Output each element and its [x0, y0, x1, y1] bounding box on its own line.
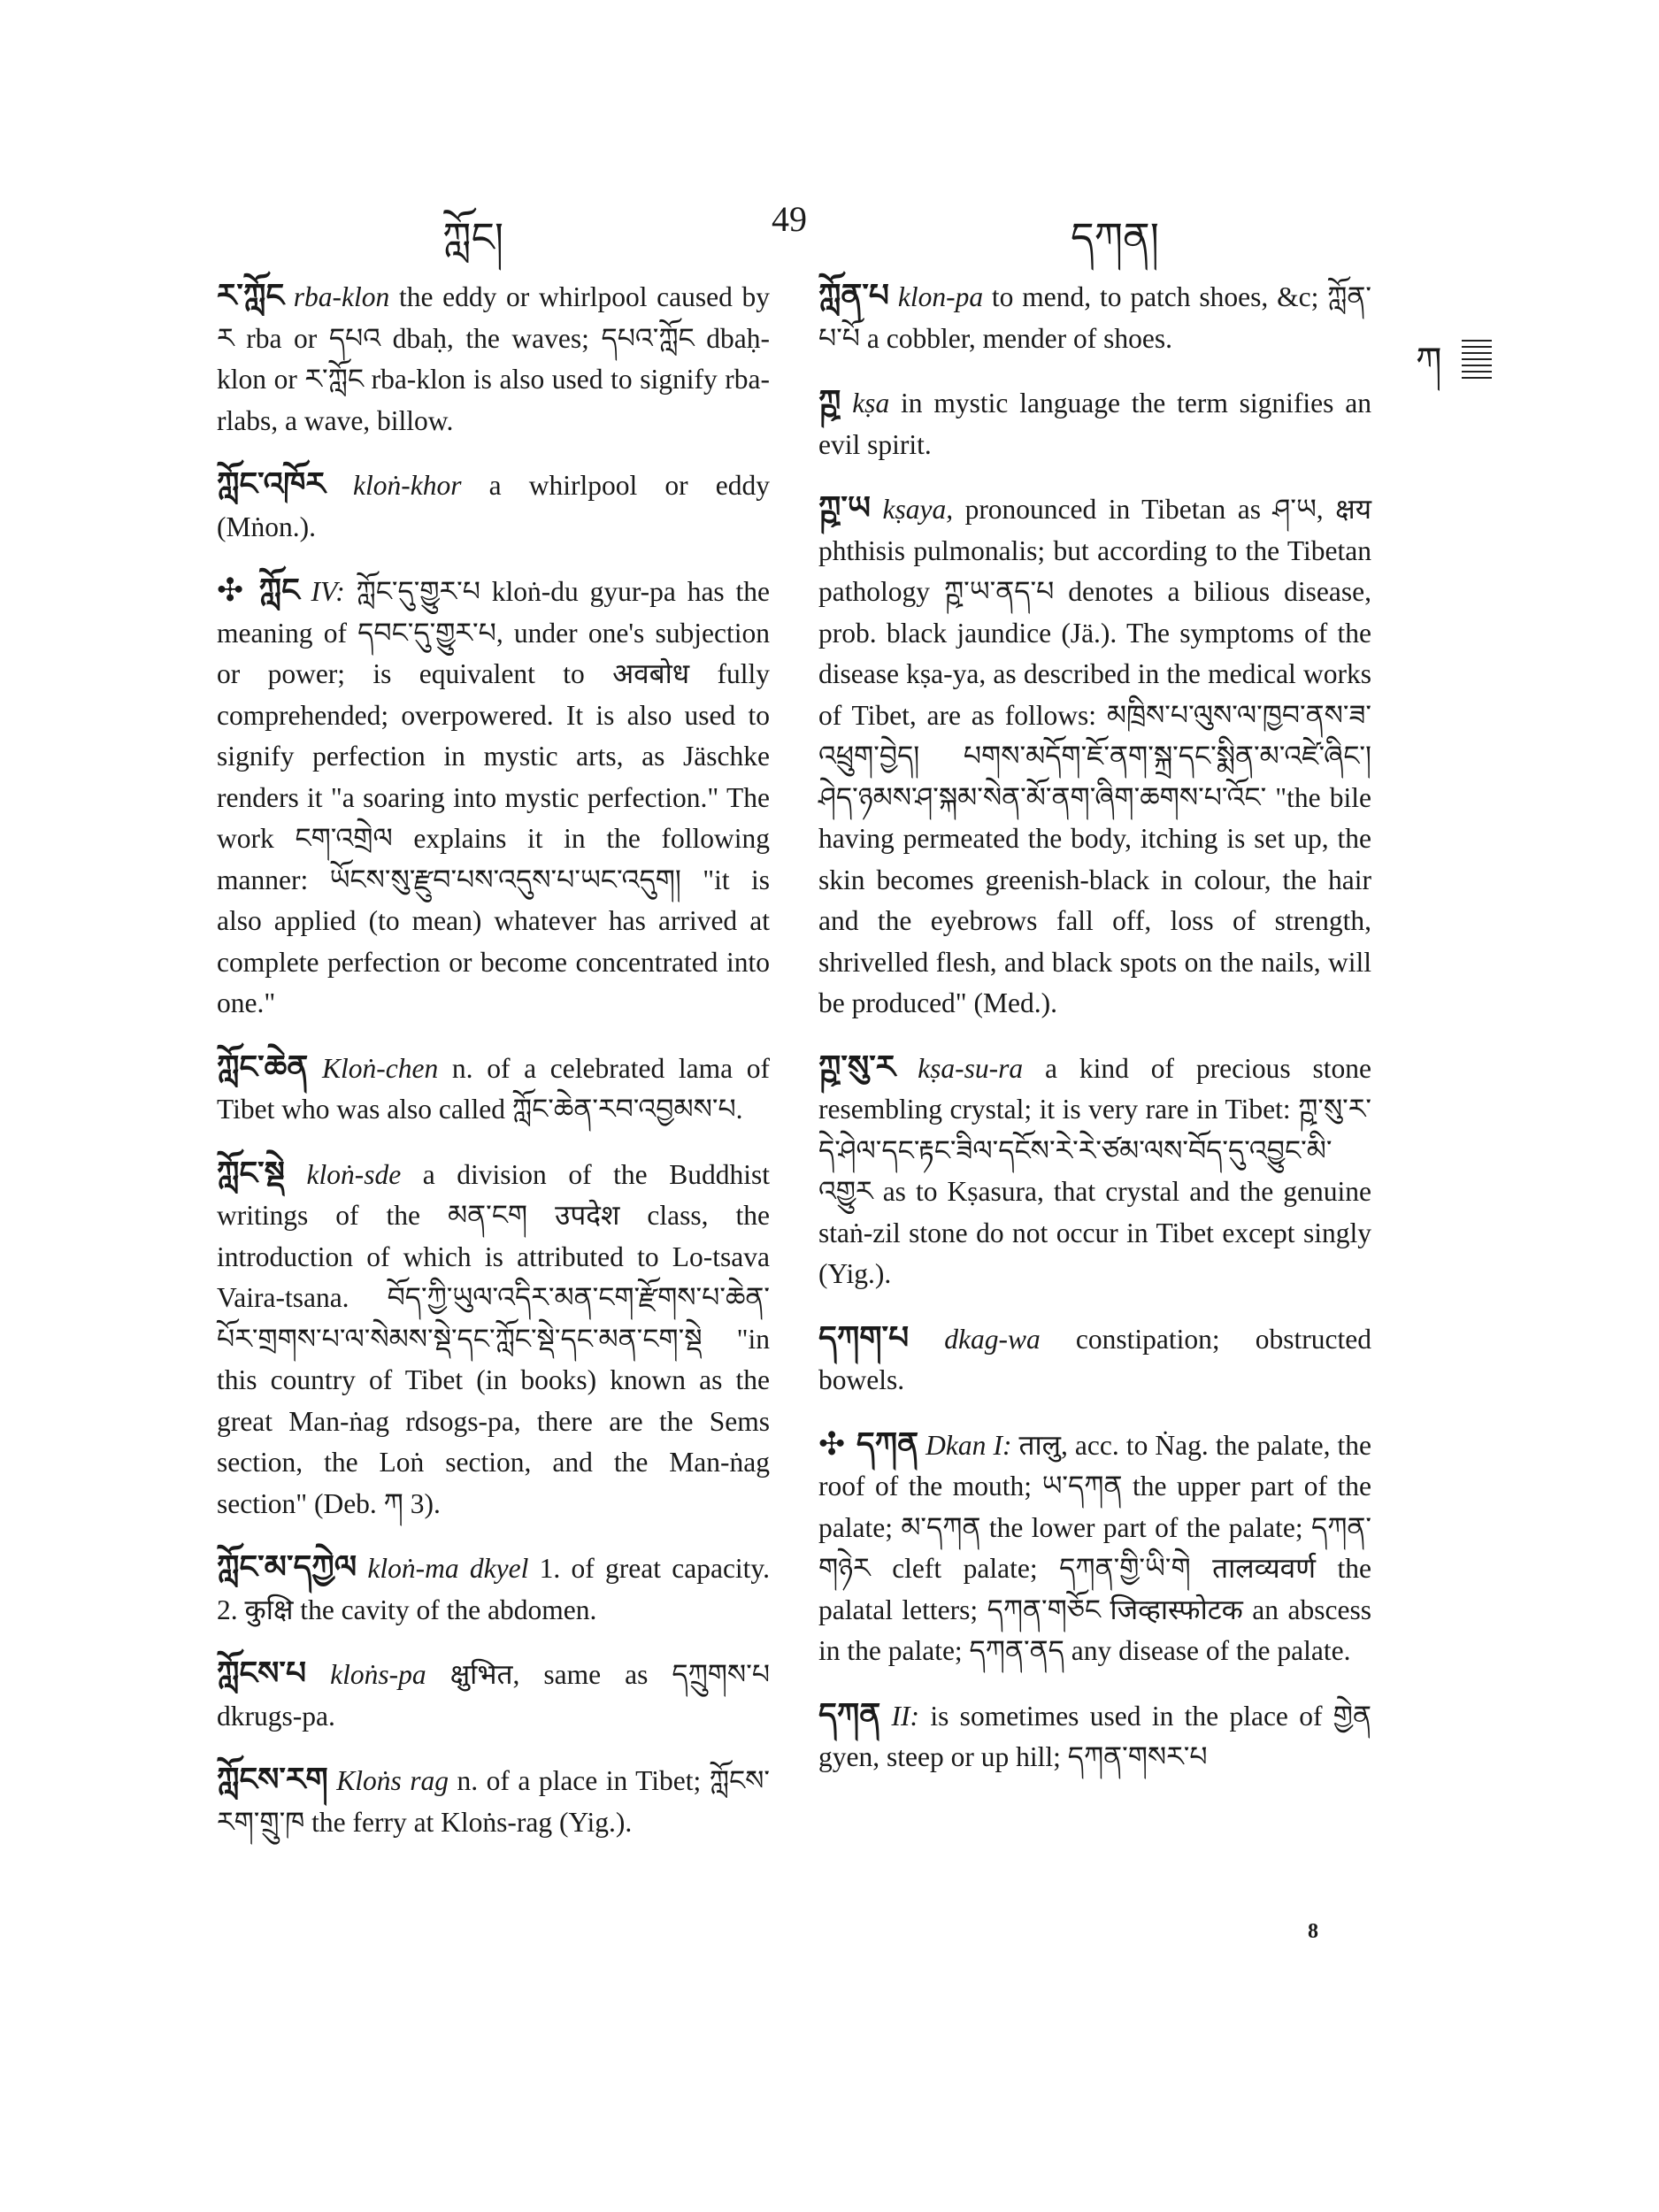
- entry-definition: n. of a place in Tibet; ཀློངས་རག་གྲུ་ཁ the ferry at Kloṅs-rag (Yig.).: [217, 1765, 771, 1838]
- entry-headword: ཪ་ཀློང: [217, 278, 285, 314]
- dictionary-entry: [217, 1048, 770, 1131]
- dictionary-entry: [217, 465, 770, 548]
- entry-headword: ཀྵ་སུ་ར: [818, 1048, 896, 1086]
- entry-romanization: Kloṅs rag: [327, 1765, 449, 1796]
- dictionary-entry: [217, 1760, 770, 1843]
- entry-romanization: Kloṅ-chen: [308, 1052, 439, 1084]
- thumb-index-tab: [1416, 334, 1486, 388]
- entry-headword: ཀློངས་པ: [217, 1655, 307, 1692]
- entry-romanization: kṣa-su-ra: [895, 1052, 1024, 1084]
- header-left-word: ཀློང།: [442, 213, 504, 261]
- entry-definition: क्षुभित, same as དཀྲུགས་པ dkrugs-pa.: [217, 1659, 771, 1732]
- dictionary-entry: [818, 382, 1371, 465]
- thumb-index-letter: ཀ: [1416, 339, 1442, 382]
- dictionary-entry: [818, 1048, 1371, 1295]
- entry-definition: is sometimes used in the place of གྱེན gyen, steep or up hill; དཀན་གསར་པ: [818, 1700, 1371, 1772]
- entry-headword: ཀློང་འཁོར: [217, 466, 326, 503]
- entry-headword: དཀན: [818, 1696, 881, 1733]
- entry-romanization: rba-klon: [284, 281, 390, 312]
- entry-headword: ཀློངས་རག: [217, 1762, 328, 1798]
- entry-romanization: kloṅ-ma dkyel: [357, 1553, 529, 1584]
- entry-definition: to mend, to patch shoes, &c; ཀློན་པ་པོ a cobbler, mender of shoes.: [818, 281, 1371, 354]
- entry-definition: तालु, acc. to Ṅag. the palate, the roof of the mouth; ཡ་དཀན the upper part of the palate; མ་དཀན the lower part of the palate; དཀན་གཉེར cleft palate; དཀན་གྱི་ཡི་གེ तालव्यवर्ण the palatal letters; དཀན་གཅོང जिव्हास्फोटक an abscess in the palate; དཀན་ནད any disease of the palate.: [818, 1429, 1371, 1666]
- entry-romanization: kloṅ-khor: [325, 470, 462, 501]
- signature-mark: 8: [1308, 1920, 1318, 1943]
- entry-headword: ✣ ཀློང: [217, 572, 300, 609]
- dictionary-entry: [217, 276, 770, 442]
- thumb-index-lines: [1462, 340, 1492, 382]
- entry-definition: n. of a celebrated lama of Tibet who was also called ཀློང་ཆེན་རབ་འབྱམས་པ.: [217, 1052, 771, 1125]
- entry-headword: ཀྵ: [818, 384, 841, 420]
- entry-definition: pronounced in Tibetan as ཤ་ཡ, क्षय phthisis pulmonalis; but according to the Tibetan pathology ཀྵ་ཡ་ནད་པ denotes a bilious disease, prob. black jaundice (Jä.). The symptoms of the disease kṣa-ya, as described in the medical works of Tibet, are as follows: མཁྲིས་པ་ལུས་ལ་ཁྱབ་ནས་ཟ་འཕྲུག་བྱེད། པགས་མདོག་ཇོ་ནག་སྐྲ་དང་སྨིན་མ་འཛེ་ཞིང་། ཤེད་ཉམས་ཤ་སྐམ་སེན་མོ་ནག་ཞིག་ཆགས་པ་འོང་ "the bile having permeated the body, itching is set up, the skin becomes greenish-black in colour, the hair and the eyebrows fall off, loss of strength, shrivelled flesh, and black spots on the nails, will be produced" (Med.).: [818, 494, 1371, 1018]
- dictionary-entry: [818, 1695, 1371, 1778]
- entry-romanization: dkag-wa: [909, 1323, 1041, 1355]
- entry-romanization: kloṅ-sde: [284, 1158, 402, 1190]
- entry-headword: ཀྵ་ཡ: [818, 490, 872, 526]
- dictionary-entry: [818, 276, 1371, 359]
- dictionary-entry: [217, 571, 770, 1025]
- entry-definition: a kind of precious stone resembling crystal; it is very rare in Tibet: ཀྵ་སུ་ར་དེ་ཤེལ་དང་རྟང་ཟིལ་དངོས་རེ་རེ་ཙམ་ལས་བོད་དུ་འབྱུང་མི་འགྱུར as to Kṣasura, that crystal and the genuine staṅ-zil stone do not occur in Tibet except singly (Yig.).: [818, 1052, 1371, 1289]
- entry-romanization: IV:: [299, 576, 345, 607]
- left-column: [217, 276, 770, 1866]
- entry-headword: དཀག་པ: [818, 1319, 910, 1356]
- dictionary-entry: [217, 1654, 770, 1737]
- header-right-word: དཀན།: [1071, 213, 1159, 261]
- entry-headword: ✣ དཀན: [818, 1425, 919, 1463]
- entry-definition: constipation; obstructed bowels.: [818, 1323, 1372, 1395]
- entry-romanization: Dkan I:: [918, 1429, 1012, 1461]
- entry-romanization: kloṅs-pa: [306, 1659, 426, 1690]
- entry-headword: ཀློང་ཆེན: [217, 1048, 309, 1086]
- entry-headword: ཀློང་མ་དཀྱེལ: [217, 1549, 357, 1586]
- entry-definition: 1. of great capacity. 2. कुक्षि the cavity of the abdomen.: [217, 1553, 771, 1625]
- right-column: [818, 276, 1371, 1801]
- dictionary-entry: [818, 1425, 1371, 1672]
- dictionary-entry: [818, 1318, 1371, 1402]
- page-number: 49: [772, 199, 807, 239]
- entry-definition: in mystic language the term signifies an evil spirit.: [818, 388, 1371, 460]
- entry-definition: the eddy or whirlpool caused by ཪ rba or དཔའ dbaḥ, the waves; དཔའ་ཀློང dbaḥ-klon or ཪ་ཀློང rba-klon is also used to signify rba-rlabs, a wave, billow.: [217, 281, 771, 436]
- entry-romanization: klon-pa: [889, 281, 984, 312]
- entry-headword: ཀློན་པ: [818, 278, 889, 314]
- entry-definition: a whirlpool or eddy (Mṅon.).: [217, 470, 770, 542]
- dictionary-entry: [818, 488, 1371, 1025]
- entry-romanization: kṣaya,: [871, 494, 954, 525]
- entry-romanization: II:: [880, 1700, 920, 1732]
- entry-headword: ཀློང་སྡེ: [217, 1155, 285, 1192]
- dictionary-entry: [217, 1154, 770, 1525]
- entry-romanization: kṣa: [841, 388, 890, 419]
- entry-definition: ཀློང་དུ་གྱུར་པ kloṅ-du gyur-pa has the meaning of དབང་དུ་གྱུར་པ, under one's subjection or power; is equivalent to अवबोध fully comprehended; overpowered. It is also used to signify perfection in mystic arts, as Jäschke renders it "a soaring into mystic perfection." The work ངག་འགྲེལ explains it in the following manner: ཡོངས་སུ་རྫུབ་པས་འདུས་པ་ཡང་འདུག། "it is also applied (to mean) whatever has arrived at complete perfection or become concentrated into one.": [217, 576, 770, 1018]
- dictionary-entry: [217, 1548, 770, 1631]
- entry-definition: a division of the Buddhist writings of the མན་ངག उपदेश class, the introduction of which is attributed to Lo-tsava Vaira-tsana. བོད་ཀྱི་ཡུལ་འདིར་མན་ངག་རྫོགས་པ་ཆེན་པོར་གྲགས་པ་ལ་སེམས་སྡེ་དང་ཀློང་སྡེ་དང་མན་ངག་སྡེ "in this country of Tibet (in books) known as the great Man-ṅag rdsogs-pa, there are the Sems section, the Loṅ section, and the Man-ṅag section" (Deb. ཀ 3).: [217, 1158, 770, 1519]
- page-header: [0, 193, 1659, 261]
